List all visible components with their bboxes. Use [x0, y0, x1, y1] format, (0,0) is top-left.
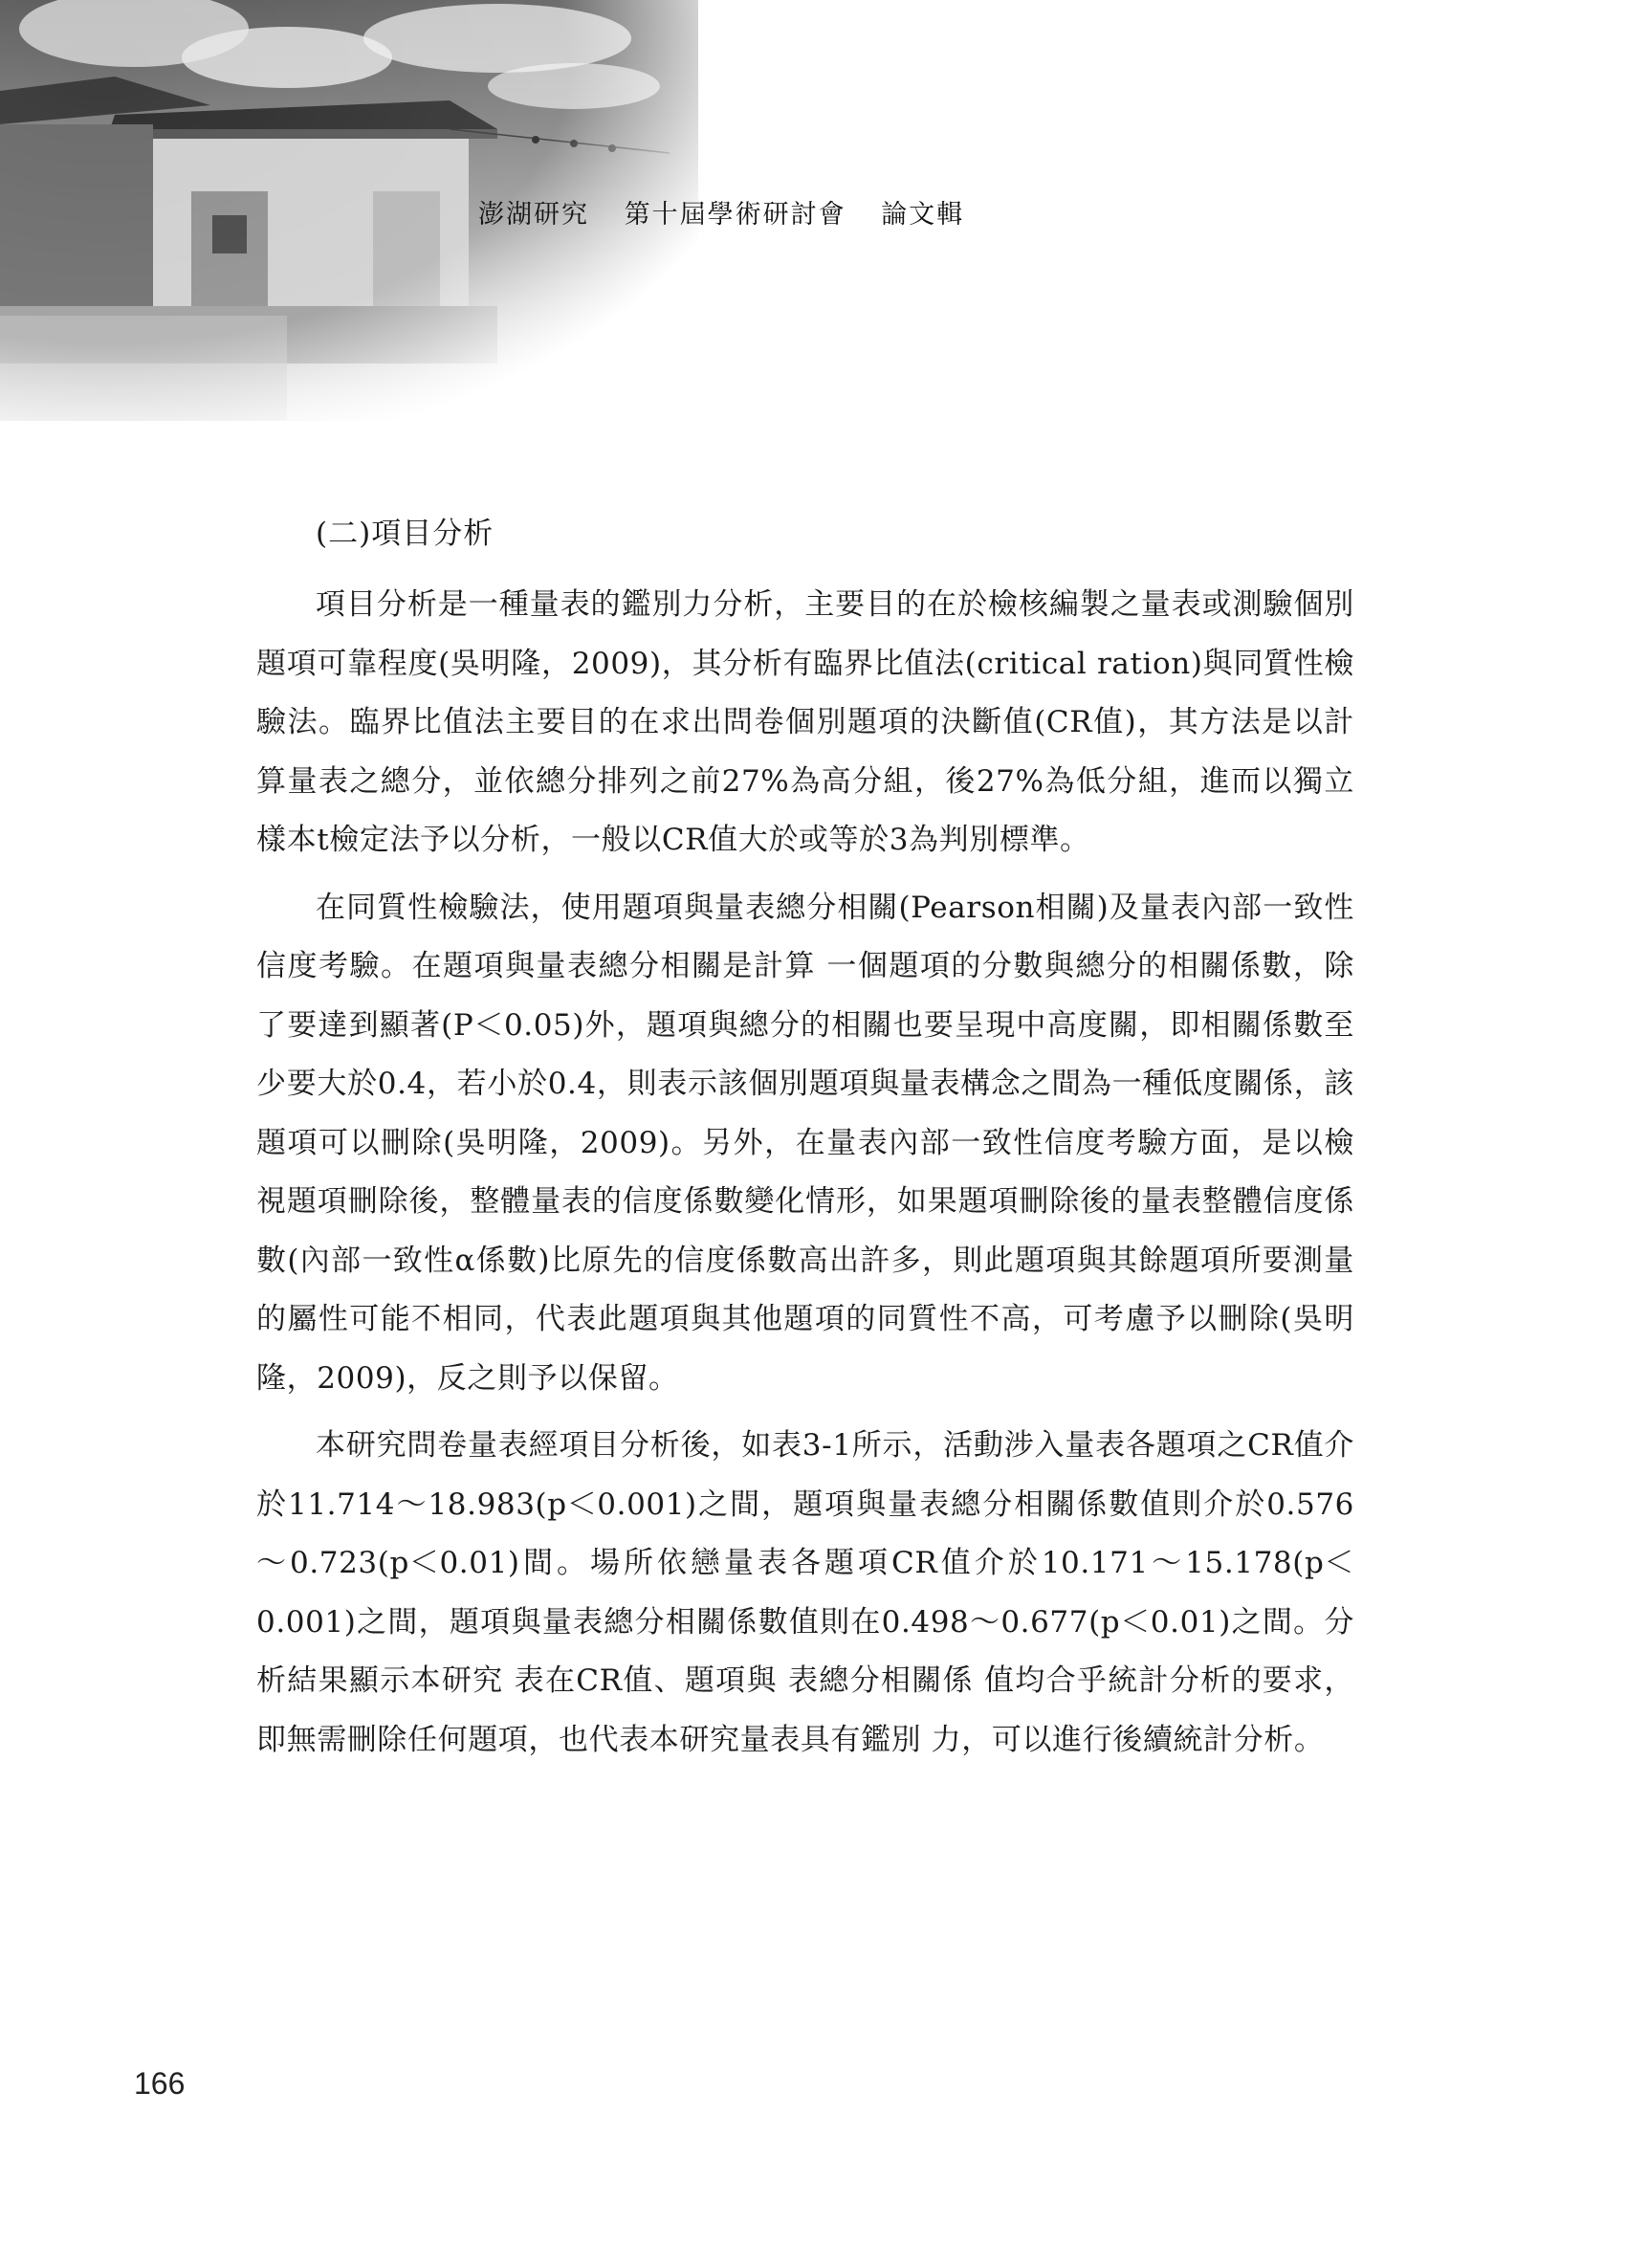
paragraph-1: 項目分析是一種量表的鑑別力分析，主要目的在於檢核編製之量表或測驗個別題項可靠程度(吳明隆，2009)，其分析有臨界比值法(critical ration)與同質性檢驗法。臨界比值法主要目的在求出問卷個別題項的決斷值(CR值)，其方法是以計算量表之總分，並依總分排列之前27%為高分組，後27%為低分組，進而以獨立樣本t檢定法予以分析，一般以CR值大於或等於3為判別標準。 [256, 587, 1354, 857]
conference-name: 第十屆學術研討會 [624, 200, 846, 230]
volume-name: 論文輯 [881, 200, 965, 230]
section-title: (二)項目分析 [316, 517, 494, 551]
page-number: 166 [134, 2066, 186, 2101]
paragraph-3: 本研究問卷量表經項目分析後，如表3-1所示，活動涉入量表各題項之CR值介於11.714～18.983(p＜0.001)之間，題項與量表總分相關係數值則介於0.576～0.723(p＜0.01)間。場所依戀量表各題項CR值介於10.171～15.178(p＜0.001)之間，題項與量表總分相關係數值則在0.498～0.677(p＜0.01)之間。分析結果顯示本研究 表在CR值、題項與 表總分相關係 值均合乎統計分析的要求，即無需刪除任何題項，也代表本研究量表具有鑑別 力，可以進行後續統計分析。 [256, 1428, 1354, 1757]
paragraph-2: 在同質性檢驗法，使用題項與量表總分相關(Pearson相關)及量表內部一致性信度考驗。在題項與量表總分相關是計算 一個題項的分數與總分的相關係數，除了要達到顯著(P＜0.05)外，題項與總分的相關也要呈現中高度關，即相關係數至少要大於0.4，若小於0.4，則表示該個別題項與量表構念之間為一種低度關係，該題項可以刪除(吳明隆，2009)。另外，在量表內部一致性信度考驗方面，是以檢視題項刪除後，整體量表的信度係數變化情形，如果題項刪除後的量表整體信度係數(內部一致性α係數)比原先的信度係數高出許多，則此題項與其餘題項所要測量的屬性可能不相同，代表此題項與其他題項的同質性不高，可考慮予以刪除(吳明隆，2009)，反之則予以保留。 [256, 890, 1354, 1396]
journal-name: 澎湖研究 [478, 200, 589, 230]
main-content [256, 515, 1354, 1778]
running-header [478, 193, 989, 231]
